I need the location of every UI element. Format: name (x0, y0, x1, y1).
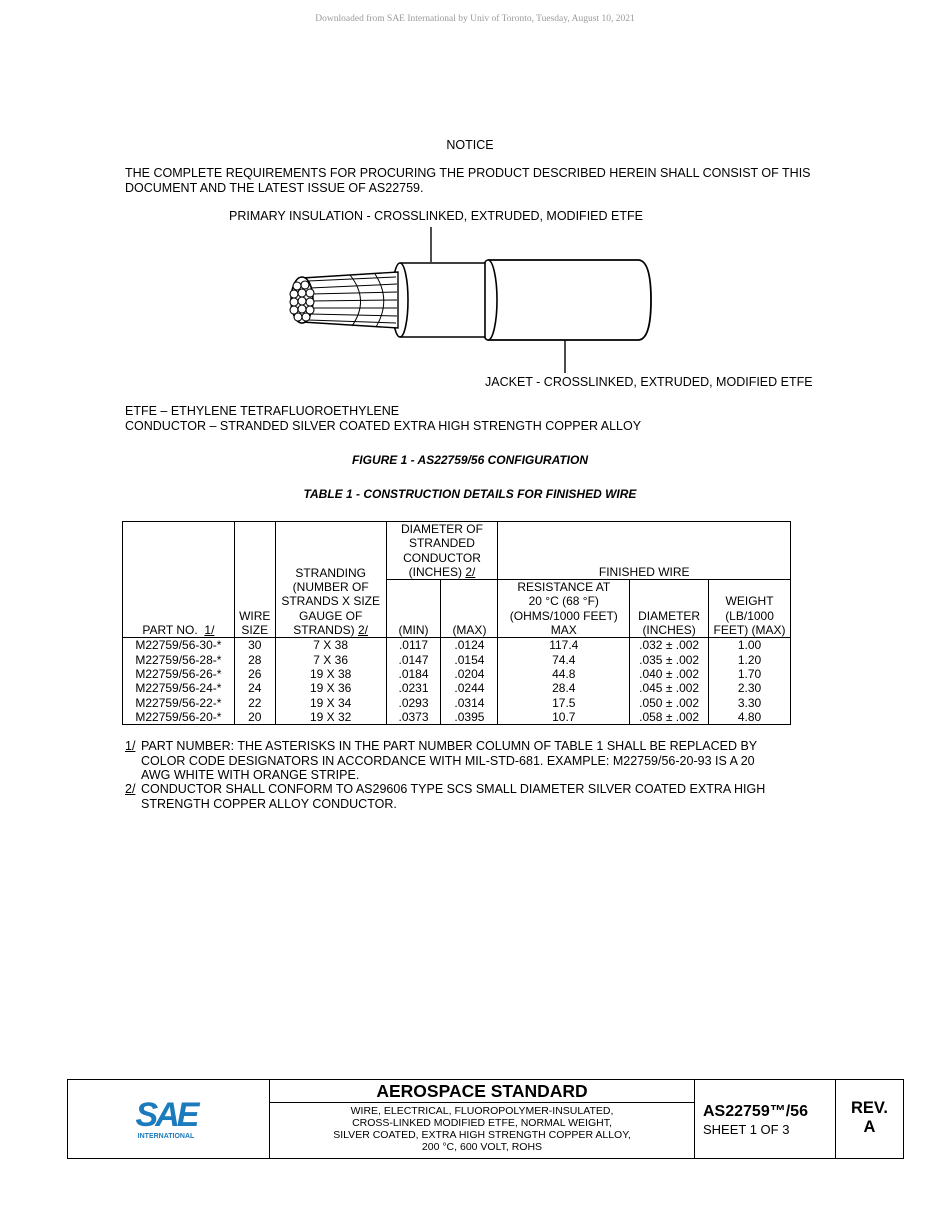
header-weight: WEIGHT (LB/1000 FEET) (MAX) (709, 580, 791, 638)
table-row: M22759/56-22-* 22 19 X 34 .0293 .0314 17.5 .050 ± .002 3.30 (123, 696, 791, 710)
note-text: CONDUCTOR SHALL CONFORM TO AS29606 TYPE SCS SMALL DIAMETER SILVER COATED EXTRA HIGH STRENGTH COPPER ALLOY CONDUCTOR. (141, 782, 766, 811)
note-number: 2/ (125, 782, 136, 796)
revision-cell (836, 1080, 903, 1158)
note-number: 1/ (125, 739, 136, 753)
table-caption: TABLE 1 - CONSTRUCTION DETAILS FOR FINISHED WIRE (303, 487, 637, 501)
construction-details-table (122, 521, 791, 725)
header-finished-diameter: DIAMETER (INCHES) (630, 580, 709, 638)
header-max: (MAX) (441, 580, 498, 638)
download-notice: Downloaded from SAE International by Univ of Toronto, Tuesday, August 10, 2021 (315, 14, 635, 24)
header-stranding: STRANDING (NUMBER OF STRANDS X SIZE GAUGE OF STRANDS) 2/ (275, 522, 386, 638)
table-row: M22759/56-20-* 20 19 X 32 .0373 .0395 10.7 .058 ± .002 4.80 (123, 710, 791, 725)
title-block (67, 1079, 904, 1159)
insulation-outline (400, 263, 485, 337)
header-min: (MIN) (386, 580, 441, 638)
table-row: M22759/56-26-* 26 19 X 38 .0184 .0204 44.8 .040 ± .002 1.70 (123, 667, 791, 681)
note-1 (125, 739, 785, 783)
standard-heading: AEROSPACE STANDARD (270, 1080, 694, 1103)
figure-caption: FIGURE 1 - AS22759/56 CONFIGURATION (351, 453, 589, 467)
header-finished-wire: FINISHED WIRE (498, 522, 791, 580)
table-row: M22759/56-30-* 30 7 X 38 .0117 .0124 117.4 .032 ± .002 1.00 (123, 638, 791, 653)
definitions (125, 404, 641, 433)
header-part-no: PART NO. 1/ (123, 522, 235, 638)
wire-configuration-figure (280, 222, 660, 374)
svg-text:INTERNATIONAL: INTERNATIONAL (137, 1133, 195, 1140)
logo-cell (68, 1080, 270, 1158)
definition-etfe: ETFE – ETHYLENE TETRAFLUOROETHYLENE (125, 404, 400, 418)
notice-text: THE COMPLETE REQUIREMENTS FOR PROCURING THE PRODUCT DESCRIBED HEREIN SHALL CONSIST OF THIS DOCUMENT AND THE LATEST ISSUE OF AS22759. (125, 166, 811, 195)
document-number: AS22759™/56 (703, 1103, 808, 1120)
sae-logo (133, 1094, 213, 1144)
definition-conductor: CONDUCTOR – STRANDED SILVER COATED EXTRA HIGH STRENGTH COPPER ALLOY (125, 418, 642, 433)
insulation-label: PRIMARY INSULATION - CROSSLINKED, EXTRUDED, MODIFIED ETFE (229, 209, 643, 223)
note-text: PART NUMBER: THE ASTERISKS IN THE PART NUMBER COLUMN OF TABLE 1 SHALL BE REPLACED BY COLOR CODE DESIGNATORS IN ACCORDANCE WITH MIL-STD-681. EXAMPLE: M22759/56-20-93 IS A 20 AWG WHITE WITH ORANGE STRIPE. (141, 739, 757, 782)
table-row: M22759/56-28-* 28 7 X 36 .0147 .0154 74.4 .035 ± .002 1.20 (123, 653, 791, 667)
sheet-number: SHEET 1 OF 3 (703, 1122, 790, 1137)
note-2 (125, 782, 785, 811)
document-number-cell (695, 1080, 836, 1158)
conductor-strands (302, 272, 398, 328)
revision-label: REV. (851, 1099, 888, 1117)
table-row: M22759/56-24-* 24 19 X 36 .0231 .0244 28.4 .045 ± .002 2.30 (123, 681, 791, 695)
notice-title: NOTICE (446, 138, 494, 152)
jacket-outline (488, 260, 651, 340)
header-wire-size: WIRE SIZE (234, 522, 275, 638)
jacket-label: JACKET - CROSSLINKED, EXTRUDED, MODIFIED ETFE (485, 375, 813, 389)
revision-value: A (863, 1118, 876, 1136)
standard-description: WIRE, ELECTRICAL, FLUOROPOLYMER-INSULATED, CROSS-LINKED MODIFIED ETFE, NORMAL WEIGHT, SILVER COATED, EXTRA HIGH STRENGTH COPPER ALLOY, 200 °C, 600 VOLT, ROHS (333, 1105, 631, 1153)
header-conductor-diameter: DIAMETER OF STRANDED CONDUCTOR (INCHES) 2/ (386, 522, 498, 580)
title-cell (270, 1080, 695, 1158)
svg-text:SAE: SAE (135, 1096, 197, 1134)
conductor-end (290, 277, 314, 323)
header-resistance: RESISTANCE AT 20 °C (68 °F) (OHMS/1000 FEET) MAX (498, 580, 630, 638)
